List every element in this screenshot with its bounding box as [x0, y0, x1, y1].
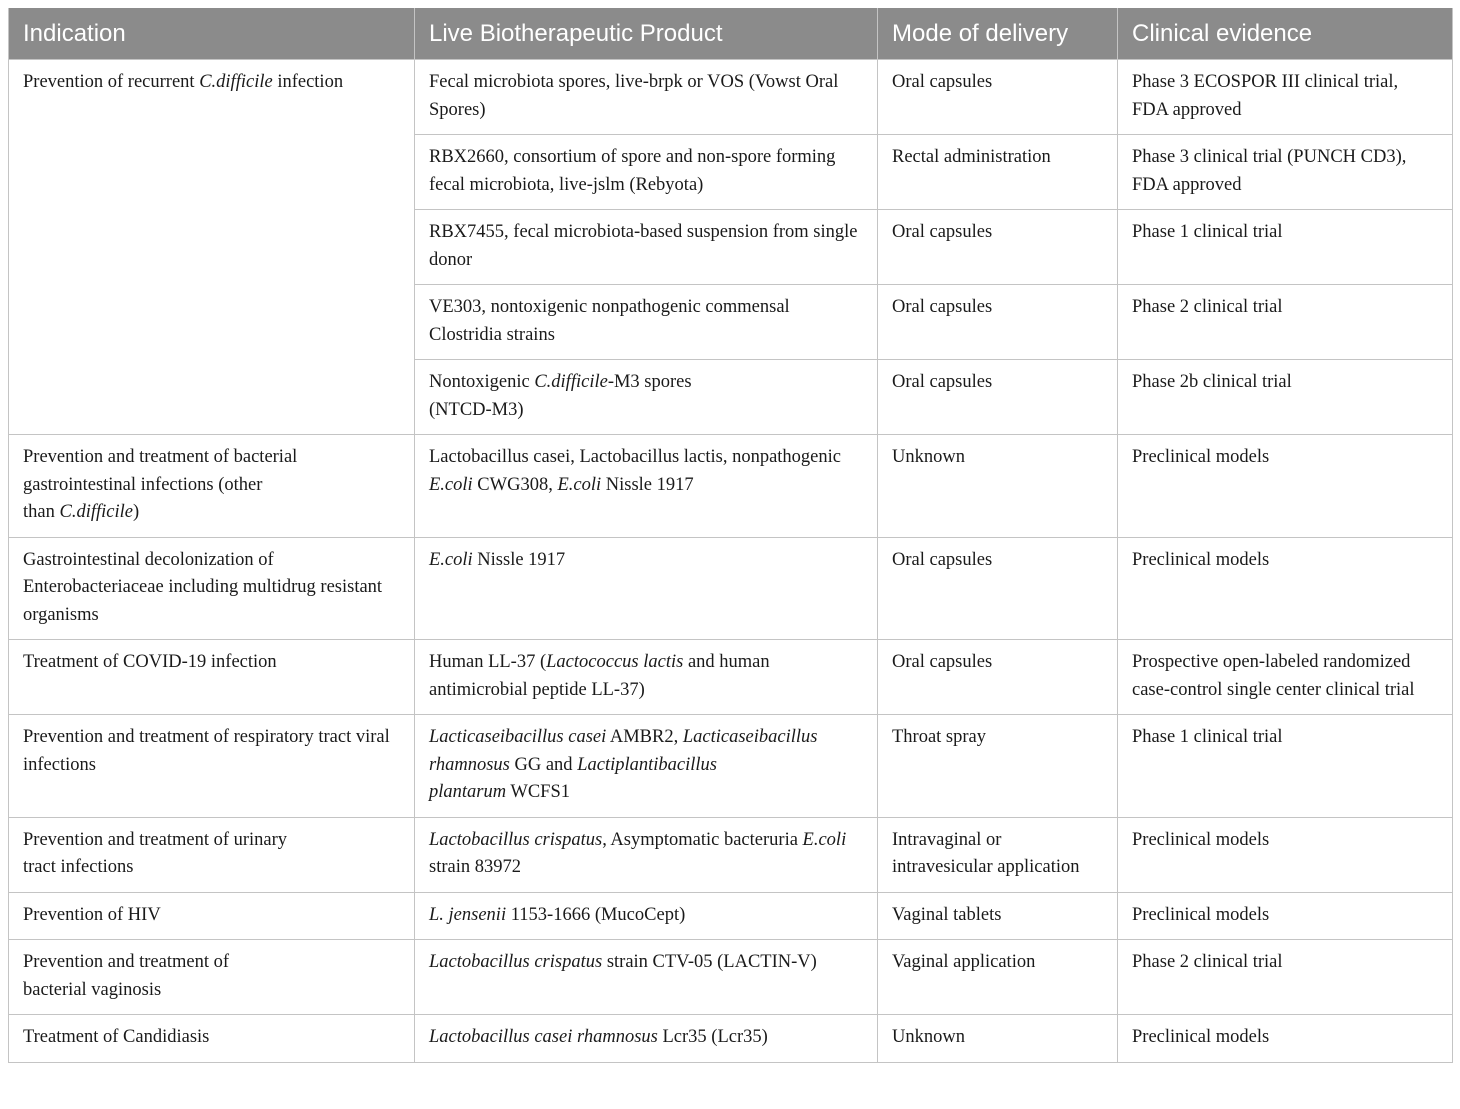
- cell-product: [415, 892, 878, 940]
- table-container: [8, 8, 1452, 1063]
- product-text: E.coli: [429, 474, 473, 495]
- indication-text: Treatment of COVID-19 infection: [23, 652, 277, 672]
- cell-evidence: Prospective open-labeled randomized case-control single center clinical trial: [1118, 640, 1453, 715]
- product-text: Nissle 1917: [601, 474, 694, 495]
- product-text: plantarum: [429, 782, 507, 802]
- cell-evidence: Phase 1 clinical trial: [1118, 210, 1453, 285]
- cell-indication: [9, 817, 415, 892]
- cell-delivery: Oral capsules: [878, 210, 1118, 285]
- product-text: Fecal microbiota spores, live-brpk or VOS (Vowst Oral Spores): [429, 72, 839, 120]
- indication-text: bacterial vaginosis: [23, 979, 162, 1000]
- product-text: Nontoxigenic: [429, 372, 535, 392]
- table-header: [9, 8, 1453, 60]
- table-row: [9, 1015, 1453, 1063]
- table-row: [9, 60, 1453, 135]
- cell-evidence: Phase 2b clinical trial: [1118, 360, 1453, 435]
- indication-text: Prevention of recurrent: [23, 72, 200, 92]
- cell-delivery: Unknown: [878, 435, 1118, 538]
- cell-delivery: Intravaginal or intravesicular application: [878, 817, 1118, 892]
- cell-product: [415, 715, 878, 818]
- cell-delivery: Oral capsules: [878, 537, 1118, 640]
- product-text: and human antimicrobial peptide LL-37): [429, 652, 770, 700]
- product-text: Lactobacillus crispatus: [429, 952, 603, 972]
- cell-product: [415, 210, 878, 285]
- cell-indication: [9, 892, 415, 940]
- cell-evidence: Preclinical models: [1118, 537, 1453, 640]
- product-text: Lactobacillus casei, Lactobacillus lactis, nonpathogenic: [429, 447, 841, 467]
- table-body: [9, 60, 1453, 1063]
- indication-text: Prevention and treatment of: [23, 952, 230, 972]
- cell-evidence: Phase 3 ECOSPOR III clinical trial, FDA approved: [1118, 60, 1453, 135]
- cell-delivery: Oral capsules: [878, 640, 1118, 715]
- product-text: Lcr35 (Lcr35): [657, 1027, 768, 1047]
- header-indication: Indication: [9, 8, 415, 60]
- product-text: Lactobacillus casei rhamnosus: [429, 1027, 658, 1047]
- cell-indication: [9, 1015, 415, 1063]
- indication-text: tract infections: [23, 857, 134, 877]
- cell-delivery: Oral capsules: [878, 60, 1118, 135]
- cell-product: [415, 817, 878, 892]
- product-text: L. jensenii: [429, 904, 507, 925]
- cell-evidence: Preclinical models: [1118, 435, 1453, 538]
- table-row: [9, 817, 1453, 892]
- product-text: Lactiplantibacillus: [577, 754, 717, 775]
- cell-product: [415, 60, 878, 135]
- product-text: GG and: [509, 754, 578, 775]
- lbp-table: [8, 8, 1453, 1063]
- table-row: [9, 640, 1453, 715]
- cell-product: [415, 435, 878, 538]
- indication-text: Prevention and treatment of bacterial gastrointestinal infections (other: [23, 447, 298, 495]
- product-text: AMBR2,: [606, 727, 683, 747]
- header-delivery: Mode of delivery: [878, 8, 1118, 60]
- cell-indication: [9, 435, 415, 538]
- cell-product: [415, 640, 878, 715]
- cell-delivery: Vaginal application: [878, 940, 1118, 1015]
- product-text: 1153-1666 (MucoCept): [506, 904, 686, 925]
- cell-delivery: Throat spray: [878, 715, 1118, 818]
- cell-delivery: Unknown: [878, 1015, 1118, 1063]
- product-text: VE303, nontoxigenic nonpathogenic commensal Clostridia strains: [429, 297, 790, 345]
- indication-text: Gastrointestinal decolonization of Enterobacteriaceae including multidrug resistant organisms: [23, 549, 383, 625]
- product-text: RBX7455, fecal microbiota-based suspension from single donor: [429, 222, 858, 270]
- cell-delivery: Rectal administration: [878, 135, 1118, 210]
- indication-text: C.difficile: [59, 502, 133, 522]
- cell-evidence: Phase 1 clinical trial: [1118, 715, 1453, 818]
- product-text: strain CTV-05 (LACTIN-V): [602, 952, 817, 972]
- product-text: (NTCD-M3): [429, 399, 524, 420]
- cell-evidence: Preclinical models: [1118, 817, 1453, 892]
- product-text: E.coli: [429, 549, 473, 570]
- cell-evidence: Phase 2 clinical trial: [1118, 940, 1453, 1015]
- indication-text: than: [23, 502, 60, 522]
- cell-indication: [9, 640, 415, 715]
- indication-text: Prevention and treatment of respiratory tract viral infections: [23, 727, 390, 775]
- cell-indication: [9, 60, 415, 435]
- header-evidence: Clinical evidence: [1118, 8, 1453, 60]
- cell-product: [415, 285, 878, 360]
- indication-text: Treatment of Candidiasis: [23, 1027, 210, 1047]
- product-text: Human LL-37 (: [429, 652, 547, 672]
- cell-indication: [9, 715, 415, 818]
- cell-product: [415, 537, 878, 640]
- table-row: [9, 715, 1453, 818]
- cell-evidence: Preclinical models: [1118, 892, 1453, 940]
- product-text: C.difficile: [534, 372, 608, 392]
- table-row: [9, 537, 1453, 640]
- indication-text: ): [132, 502, 140, 522]
- product-text: , Asymptomatic bacteruria: [602, 829, 803, 850]
- product-text: E.coli: [557, 474, 602, 495]
- cell-evidence: Phase 2 clinical trial: [1118, 285, 1453, 360]
- cell-product: [415, 1015, 878, 1063]
- table-row: [9, 940, 1453, 1015]
- cell-delivery: Oral capsules: [878, 285, 1118, 360]
- product-text: CWG308,: [472, 474, 558, 495]
- cell-product: [415, 940, 878, 1015]
- indication-text: infection: [272, 72, 344, 92]
- cell-indication: [9, 940, 415, 1015]
- cell-indication: [9, 537, 415, 640]
- product-text: -M3 spores: [607, 372, 692, 392]
- header-product: Live Biotherapeutic Product: [415, 8, 878, 60]
- indication-text: Prevention of HIV: [23, 904, 161, 925]
- product-text: strain 83972: [429, 857, 521, 877]
- product-text: RBX2660, consortium of spore and non-spore forming fecal microbiota, live-jslm (Rebyota): [429, 147, 836, 195]
- product-text: Lacticaseibacillus rhamnosus: [429, 727, 818, 775]
- cell-product: [415, 360, 878, 435]
- indication-text: Prevention and treatment of urinary: [23, 829, 288, 850]
- cell-product: [415, 135, 878, 210]
- cell-evidence: Phase 3 clinical trial (PUNCH CD3), FDA approved: [1118, 135, 1453, 210]
- header-row: [9, 8, 1453, 60]
- table-row: [9, 892, 1453, 940]
- cell-delivery: Vaginal tablets: [878, 892, 1118, 940]
- product-text: E.coli: [802, 829, 847, 850]
- product-text: Nissle 1917: [472, 549, 566, 570]
- cell-delivery: Oral capsules: [878, 360, 1118, 435]
- product-text: Lacticaseibacillus casei: [429, 727, 607, 747]
- cell-evidence: Preclinical models: [1118, 1015, 1453, 1063]
- table-row: [9, 435, 1453, 538]
- product-text: WCFS1: [506, 782, 571, 802]
- product-text: Lactococcus lactis: [546, 652, 684, 672]
- product-text: Lactobacillus crispatus: [429, 829, 603, 850]
- indication-text: C.difficile: [199, 72, 273, 92]
